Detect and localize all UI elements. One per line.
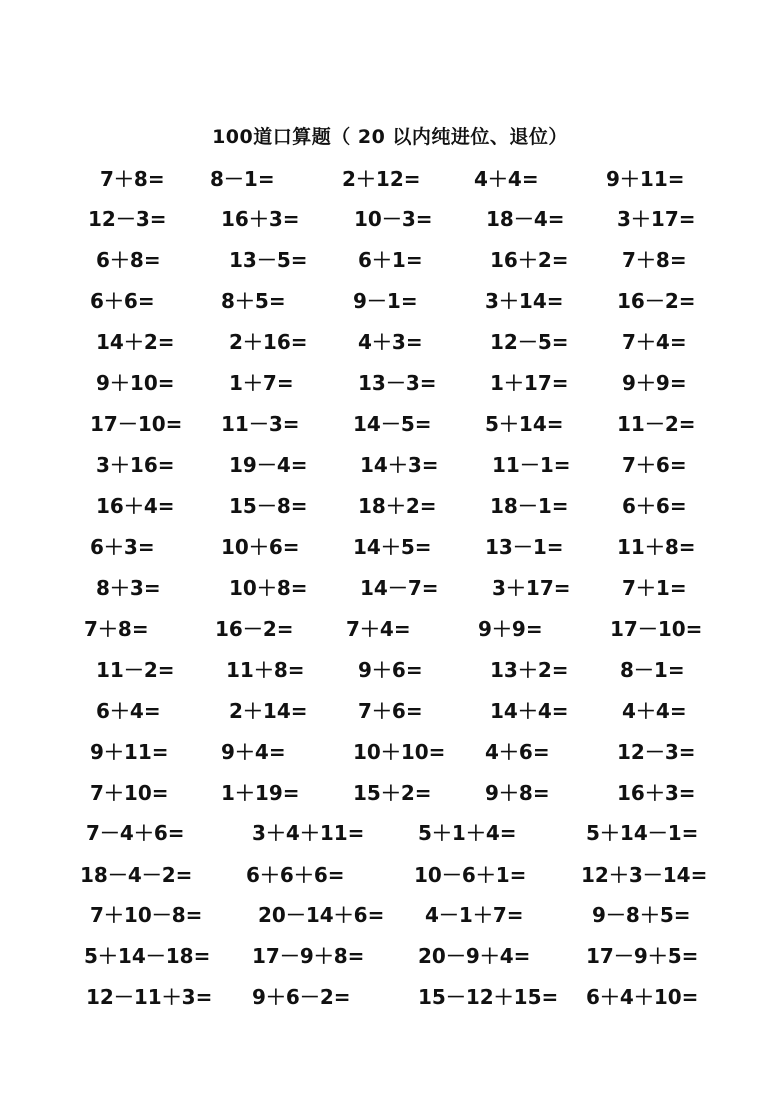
problem-item: 6＋3= — [90, 535, 155, 559]
problem-item: 4＋4= — [622, 699, 687, 723]
problem-item: 5＋1＋4= — [418, 821, 517, 845]
problem-item: 11＋8= — [617, 535, 696, 559]
problem-row — [0, 532, 780, 562]
problem-item: 15＋2= — [353, 781, 432, 805]
problem-item: 16－2= — [215, 617, 294, 641]
problem-row — [0, 778, 780, 808]
problem-item: 10＋8= — [229, 576, 308, 600]
problem-item: 7＋8= — [84, 617, 149, 641]
problem-item: 1＋17= — [490, 371, 569, 395]
problem-item: 17－9＋5= — [586, 944, 699, 968]
problem-item: 8－1= — [620, 658, 685, 682]
problem-item: 8－1= — [210, 167, 275, 191]
problem-item: 14＋4= — [490, 699, 569, 723]
problem-item: 3＋4＋11= — [252, 821, 365, 845]
problem-item: 18－4= — [486, 207, 565, 231]
problem-item: 7＋8= — [100, 167, 165, 191]
problem-item: 20－14＋6= — [258, 903, 385, 927]
problem-item: 20－9＋4= — [418, 944, 531, 968]
problem-row — [0, 614, 780, 644]
problem-item: 10－6＋1= — [414, 863, 527, 887]
problem-item: 4＋6= — [485, 740, 550, 764]
problem-item: 13－5= — [229, 248, 308, 272]
problem-item: 16＋3= — [221, 207, 300, 231]
problem-row — [0, 204, 780, 234]
problem-item: 18＋2= — [358, 494, 437, 518]
problem-item: 7＋4= — [622, 330, 687, 354]
problem-item: 11－2= — [96, 658, 175, 682]
problem-item: 4－1＋7= — [425, 903, 524, 927]
problem-item: 19－4= — [229, 453, 308, 477]
problem-item: 3＋17= — [492, 576, 571, 600]
problem-item: 8＋3= — [96, 576, 161, 600]
problem-item: 1＋19= — [221, 781, 300, 805]
problem-row — [0, 860, 780, 890]
problem-item: 9－1= — [353, 289, 418, 313]
problem-row — [0, 164, 780, 194]
problem-row — [0, 655, 780, 685]
problem-item: 7＋4= — [346, 617, 411, 641]
problem-item: 16＋3= — [617, 781, 696, 805]
problem-item: 11－2= — [617, 412, 696, 436]
problem-item: 3＋14= — [485, 289, 564, 313]
problem-item: 2＋12= — [342, 167, 421, 191]
problem-row — [0, 491, 780, 521]
problem-item: 7＋1= — [622, 576, 687, 600]
problem-row — [0, 941, 780, 971]
problem-item: 6＋6＋6= — [246, 863, 345, 887]
problem-item: 4＋4= — [474, 167, 539, 191]
problem-row — [0, 245, 780, 275]
problem-item: 7＋10－8= — [90, 903, 203, 927]
problem-item: 6＋6= — [622, 494, 687, 518]
problem-row — [0, 696, 780, 726]
problem-item: 11＋8= — [226, 658, 305, 682]
problem-item: 15－12＋15= — [418, 985, 559, 1009]
problem-item: 14＋2= — [96, 330, 175, 354]
problem-item: 9＋8= — [485, 781, 550, 805]
problem-item: 10－3= — [354, 207, 433, 231]
problem-item: 12－11＋3= — [86, 985, 213, 1009]
problem-item: 7＋6= — [358, 699, 423, 723]
problem-item: 18－1= — [490, 494, 569, 518]
problem-item: 12－5= — [490, 330, 569, 354]
problem-row — [0, 573, 780, 603]
problem-item: 2＋16= — [229, 330, 308, 354]
problem-item: 3＋17= — [617, 207, 696, 231]
problem-row — [0, 368, 780, 398]
problem-item: 6＋4= — [96, 699, 161, 723]
problem-row — [0, 327, 780, 357]
problem-item: 15－8= — [229, 494, 308, 518]
problem-row — [0, 900, 780, 930]
problem-item: 14＋5= — [353, 535, 432, 559]
problem-item: 5＋14－18= — [84, 944, 211, 968]
problem-item: 6＋8= — [96, 248, 161, 272]
problem-item: 9－8＋5= — [592, 903, 691, 927]
problem-item: 12－3= — [617, 740, 696, 764]
problem-item: 1＋7= — [229, 371, 294, 395]
problem-item: 16＋4= — [96, 494, 175, 518]
problem-item: 5＋14= — [485, 412, 564, 436]
problem-item: 3＋16= — [96, 453, 175, 477]
problem-row — [0, 818, 780, 848]
problem-item: 7＋10= — [90, 781, 169, 805]
problem-item: 12＋3－14= — [581, 863, 708, 887]
problem-row — [0, 286, 780, 316]
problem-item: 14＋3= — [360, 453, 439, 477]
problem-item: 2＋14= — [229, 699, 308, 723]
problem-item: 16－2= — [617, 289, 696, 313]
problem-item: 5＋14－1= — [586, 821, 699, 845]
problem-item: 14－5= — [353, 412, 432, 436]
problem-item: 6＋1= — [358, 248, 423, 272]
problem-item: 6＋4＋10= — [586, 985, 699, 1009]
problem-item: 17－9＋8= — [252, 944, 365, 968]
problem-item: 9＋4= — [221, 740, 286, 764]
problem-item: 13＋2= — [490, 658, 569, 682]
problem-item: 10＋10= — [353, 740, 446, 764]
problem-item: 11－1= — [492, 453, 571, 477]
problem-item: 17－10= — [610, 617, 703, 641]
problem-item: 4＋3= — [358, 330, 423, 354]
problem-item: 8＋5= — [221, 289, 286, 313]
problem-item: 6＋6= — [90, 289, 155, 313]
worksheet-title: 100道口算题（ 20 以内纯进位、退位） — [212, 126, 568, 148]
problem-item: 13－1= — [485, 535, 564, 559]
problem-item: 7－4＋6= — [86, 821, 185, 845]
problem-row — [0, 450, 780, 480]
problem-item: 9＋6= — [358, 658, 423, 682]
problem-item: 16＋2= — [490, 248, 569, 272]
problem-item: 9＋9= — [478, 617, 543, 641]
problem-item: 17－10= — [90, 412, 183, 436]
problem-item: 12－3= — [88, 207, 167, 231]
problem-item: 9＋9= — [622, 371, 687, 395]
problem-row — [0, 737, 780, 767]
problem-item: 18－4－2= — [80, 863, 193, 887]
problem-item: 9＋11= — [606, 167, 685, 191]
problem-item: 10＋6= — [221, 535, 300, 559]
problem-item: 7＋8= — [622, 248, 687, 272]
problem-item: 9＋10= — [96, 371, 175, 395]
problem-item: 13－3= — [358, 371, 437, 395]
problem-row — [0, 409, 780, 439]
problem-item: 9＋11= — [90, 740, 169, 764]
problem-row — [0, 982, 780, 1012]
problem-item: 11－3= — [221, 412, 300, 436]
problem-item: 7＋6= — [622, 453, 687, 477]
problem-item: 14－7= — [360, 576, 439, 600]
problem-item: 9＋6－2= — [252, 985, 351, 1009]
